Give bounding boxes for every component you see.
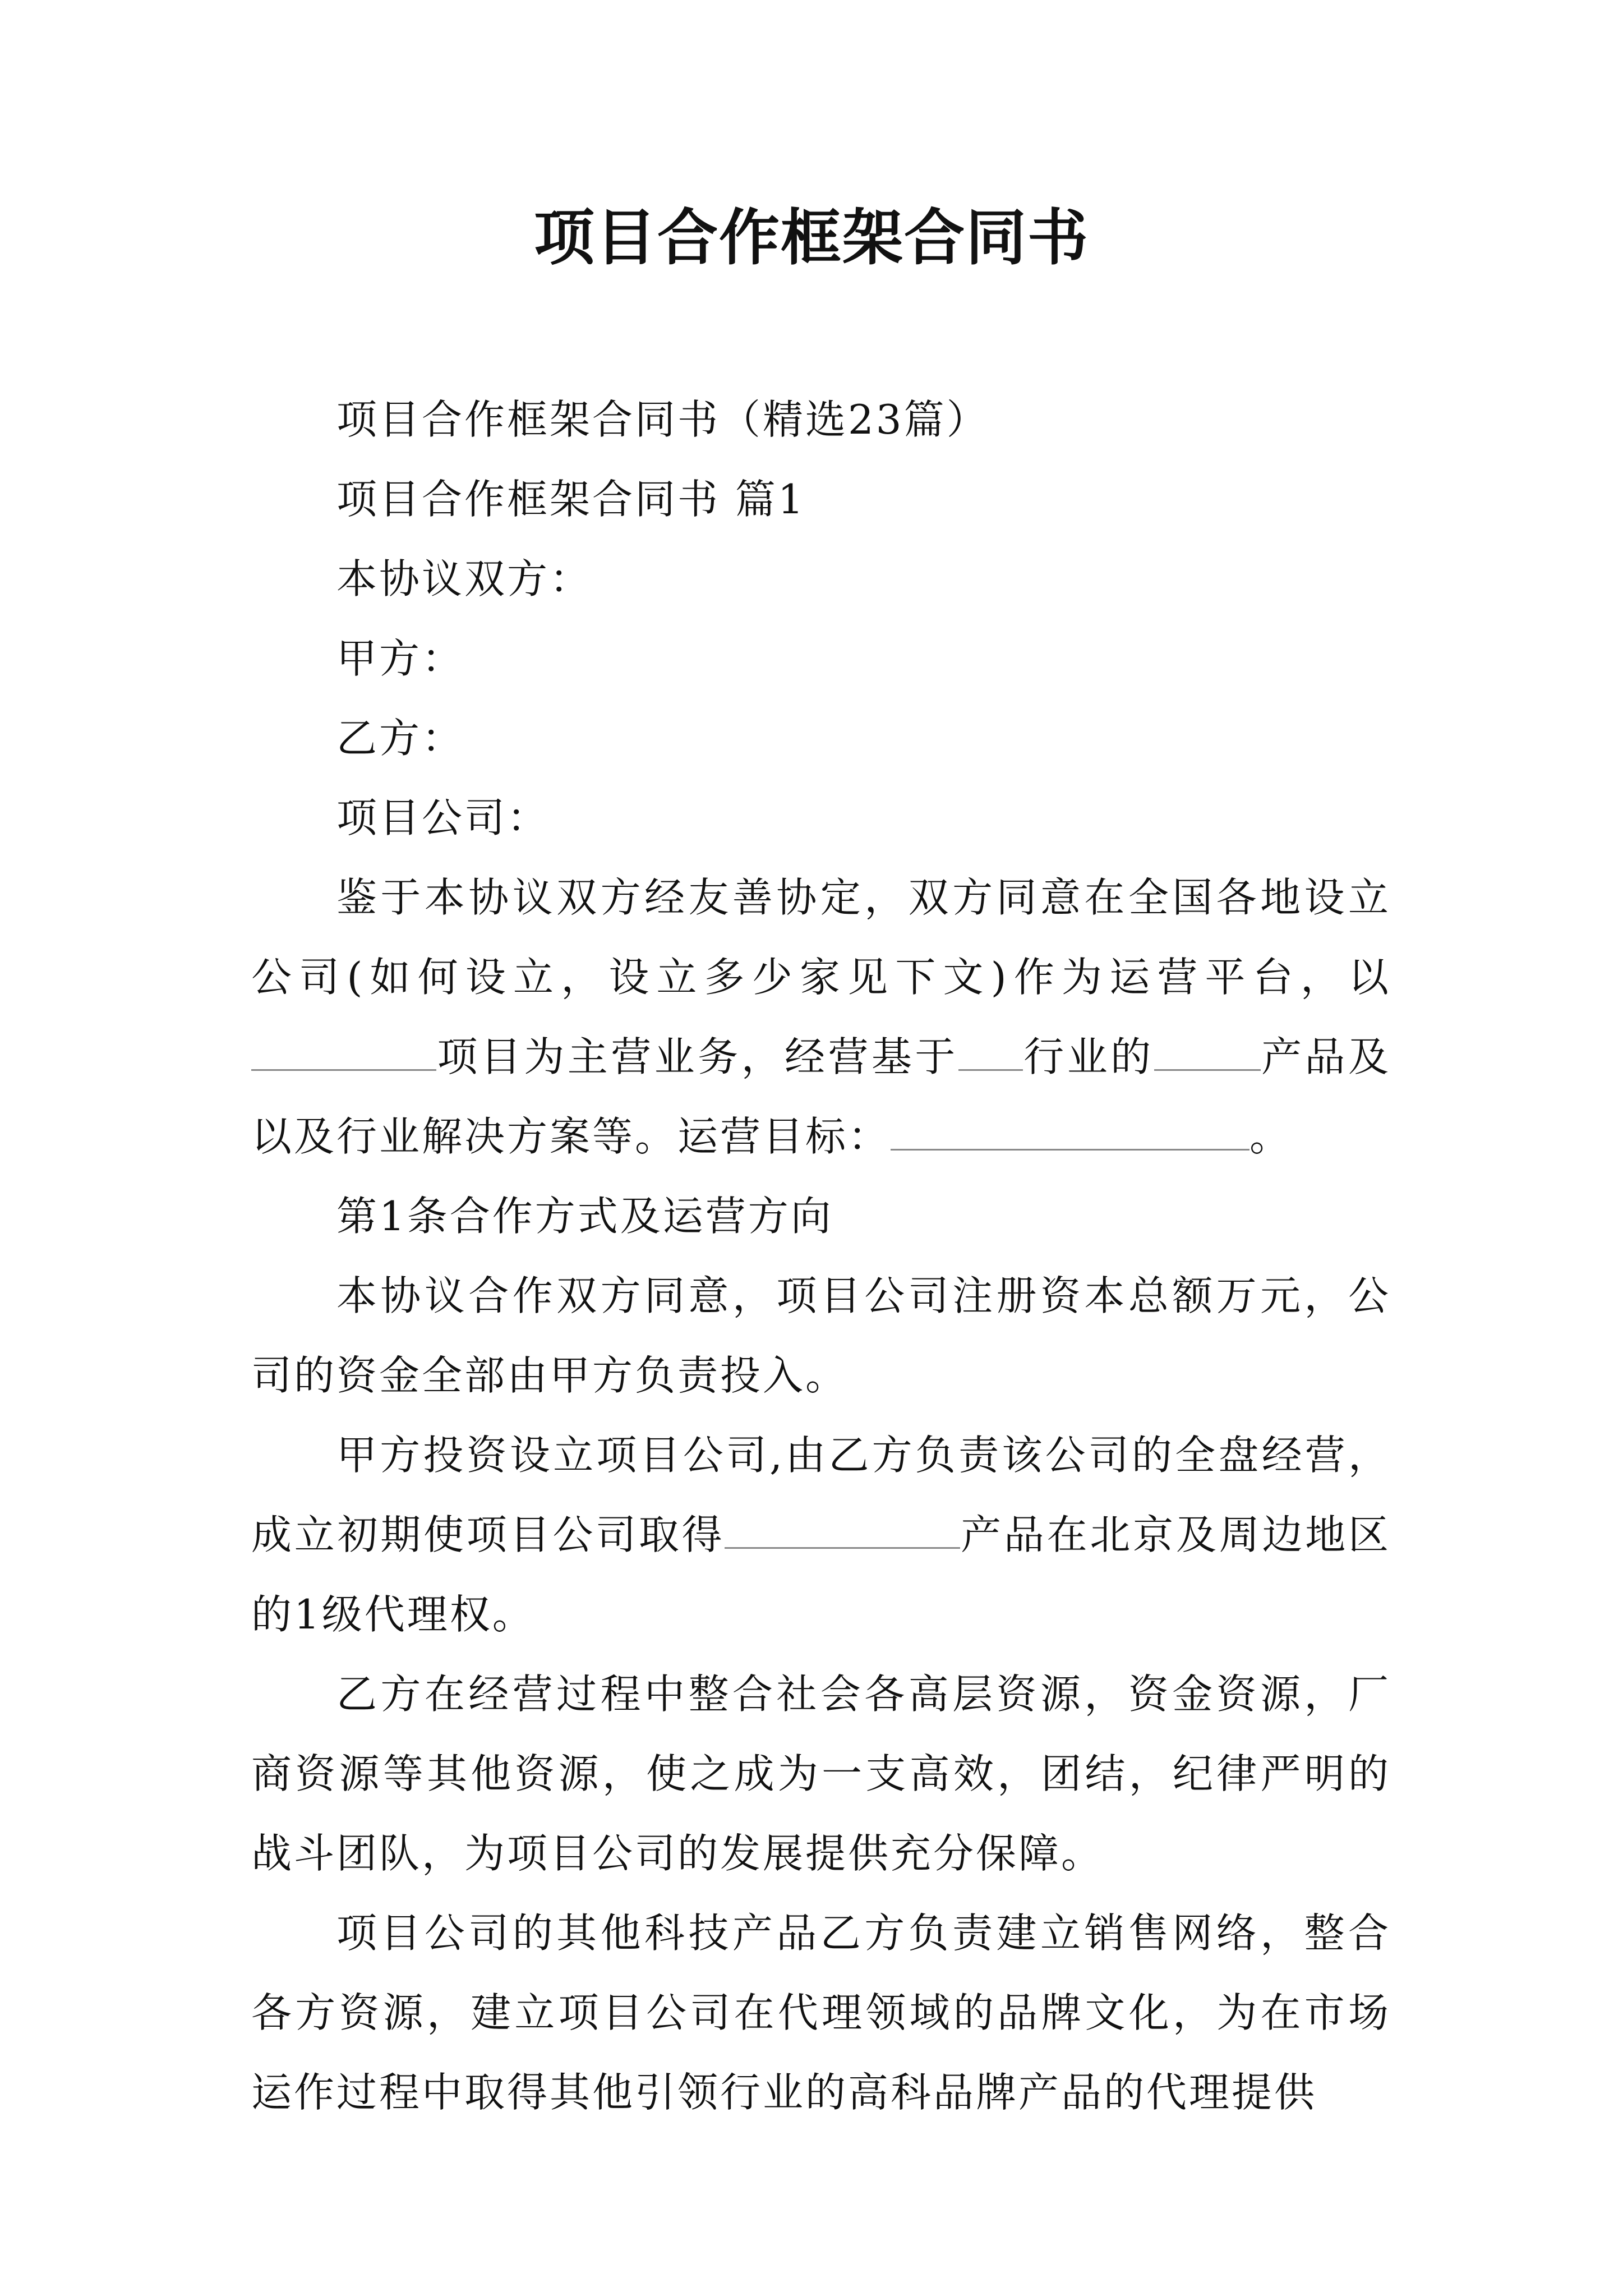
recital-text-3: 行业的 <box>1022 1033 1154 1080</box>
management-text-2: 产品在北京及周边地区的1级代理权。 <box>251 1511 1391 1638</box>
party-a-line: 甲方： <box>336 635 465 682</box>
management-paragraph <box>251 1415 1391 1654</box>
document-title: 项目合作框架合同书 <box>533 203 1089 273</box>
article-1-heading: 第1条合作方式及运营方向 <box>336 1193 833 1240</box>
recital-text-4: 产品及以及行业解决方案等。运营目标： <box>251 1033 1391 1160</box>
recital-text-2: 项目为主营业务，经营基于 <box>436 1033 958 1080</box>
capital-paragraph: 本协议合作双方同意，项目公司注册资本总额万元，公司的资金全部由甲方负责投入。 <box>251 1272 1391 1399</box>
blank-goal-field <box>891 1111 1249 1151</box>
blank-agency-product-field <box>725 1509 960 1549</box>
blank-project-field <box>251 1031 436 1071</box>
project-company-line: 项目公司： <box>336 794 550 841</box>
recital-text-5: 。 <box>1249 1113 1293 1160</box>
subtitle-line: 项目合作框架合同书（精选23篇） <box>336 396 989 443</box>
management-text-1: 甲方投资设立项目公司,由乙方负责该公司的全盘经营，成立初期使项目公司取得 <box>251 1432 1391 1558</box>
section-heading: 项目合作框架合同书 篇1 <box>336 476 806 523</box>
recital-paragraph <box>251 858 1391 1176</box>
party-b-line: 乙方： <box>336 715 465 762</box>
blank-product-field <box>1154 1031 1261 1071</box>
network-paragraph: 项目公司的其他科技产品乙方负责建立销售网络，整合各方资源，建立项目公司在代理领域的品牌文化，为在市场运作过程中取得其他引领行业的高科品牌产品的代理提供 <box>251 1910 1391 2116</box>
blank-industry-field <box>958 1031 1023 1071</box>
document-body <box>251 380 1391 2132</box>
recital-text-1: 鉴于本协议双方经友善协定，双方同意在全国各地设立公司(如何设立，设立多少家见下文)作为运营平台，以 <box>251 874 1391 1001</box>
parties-intro: 本协议双方： <box>336 555 593 602</box>
resources-paragraph: 乙方在经营过程中整合社会各高层资源，资金资源，厂商资源等其他资源，使之成为一支高效，团结，纪律严明的战斗团队，为项目公司的发展提供充分保障。 <box>251 1671 1391 1877</box>
